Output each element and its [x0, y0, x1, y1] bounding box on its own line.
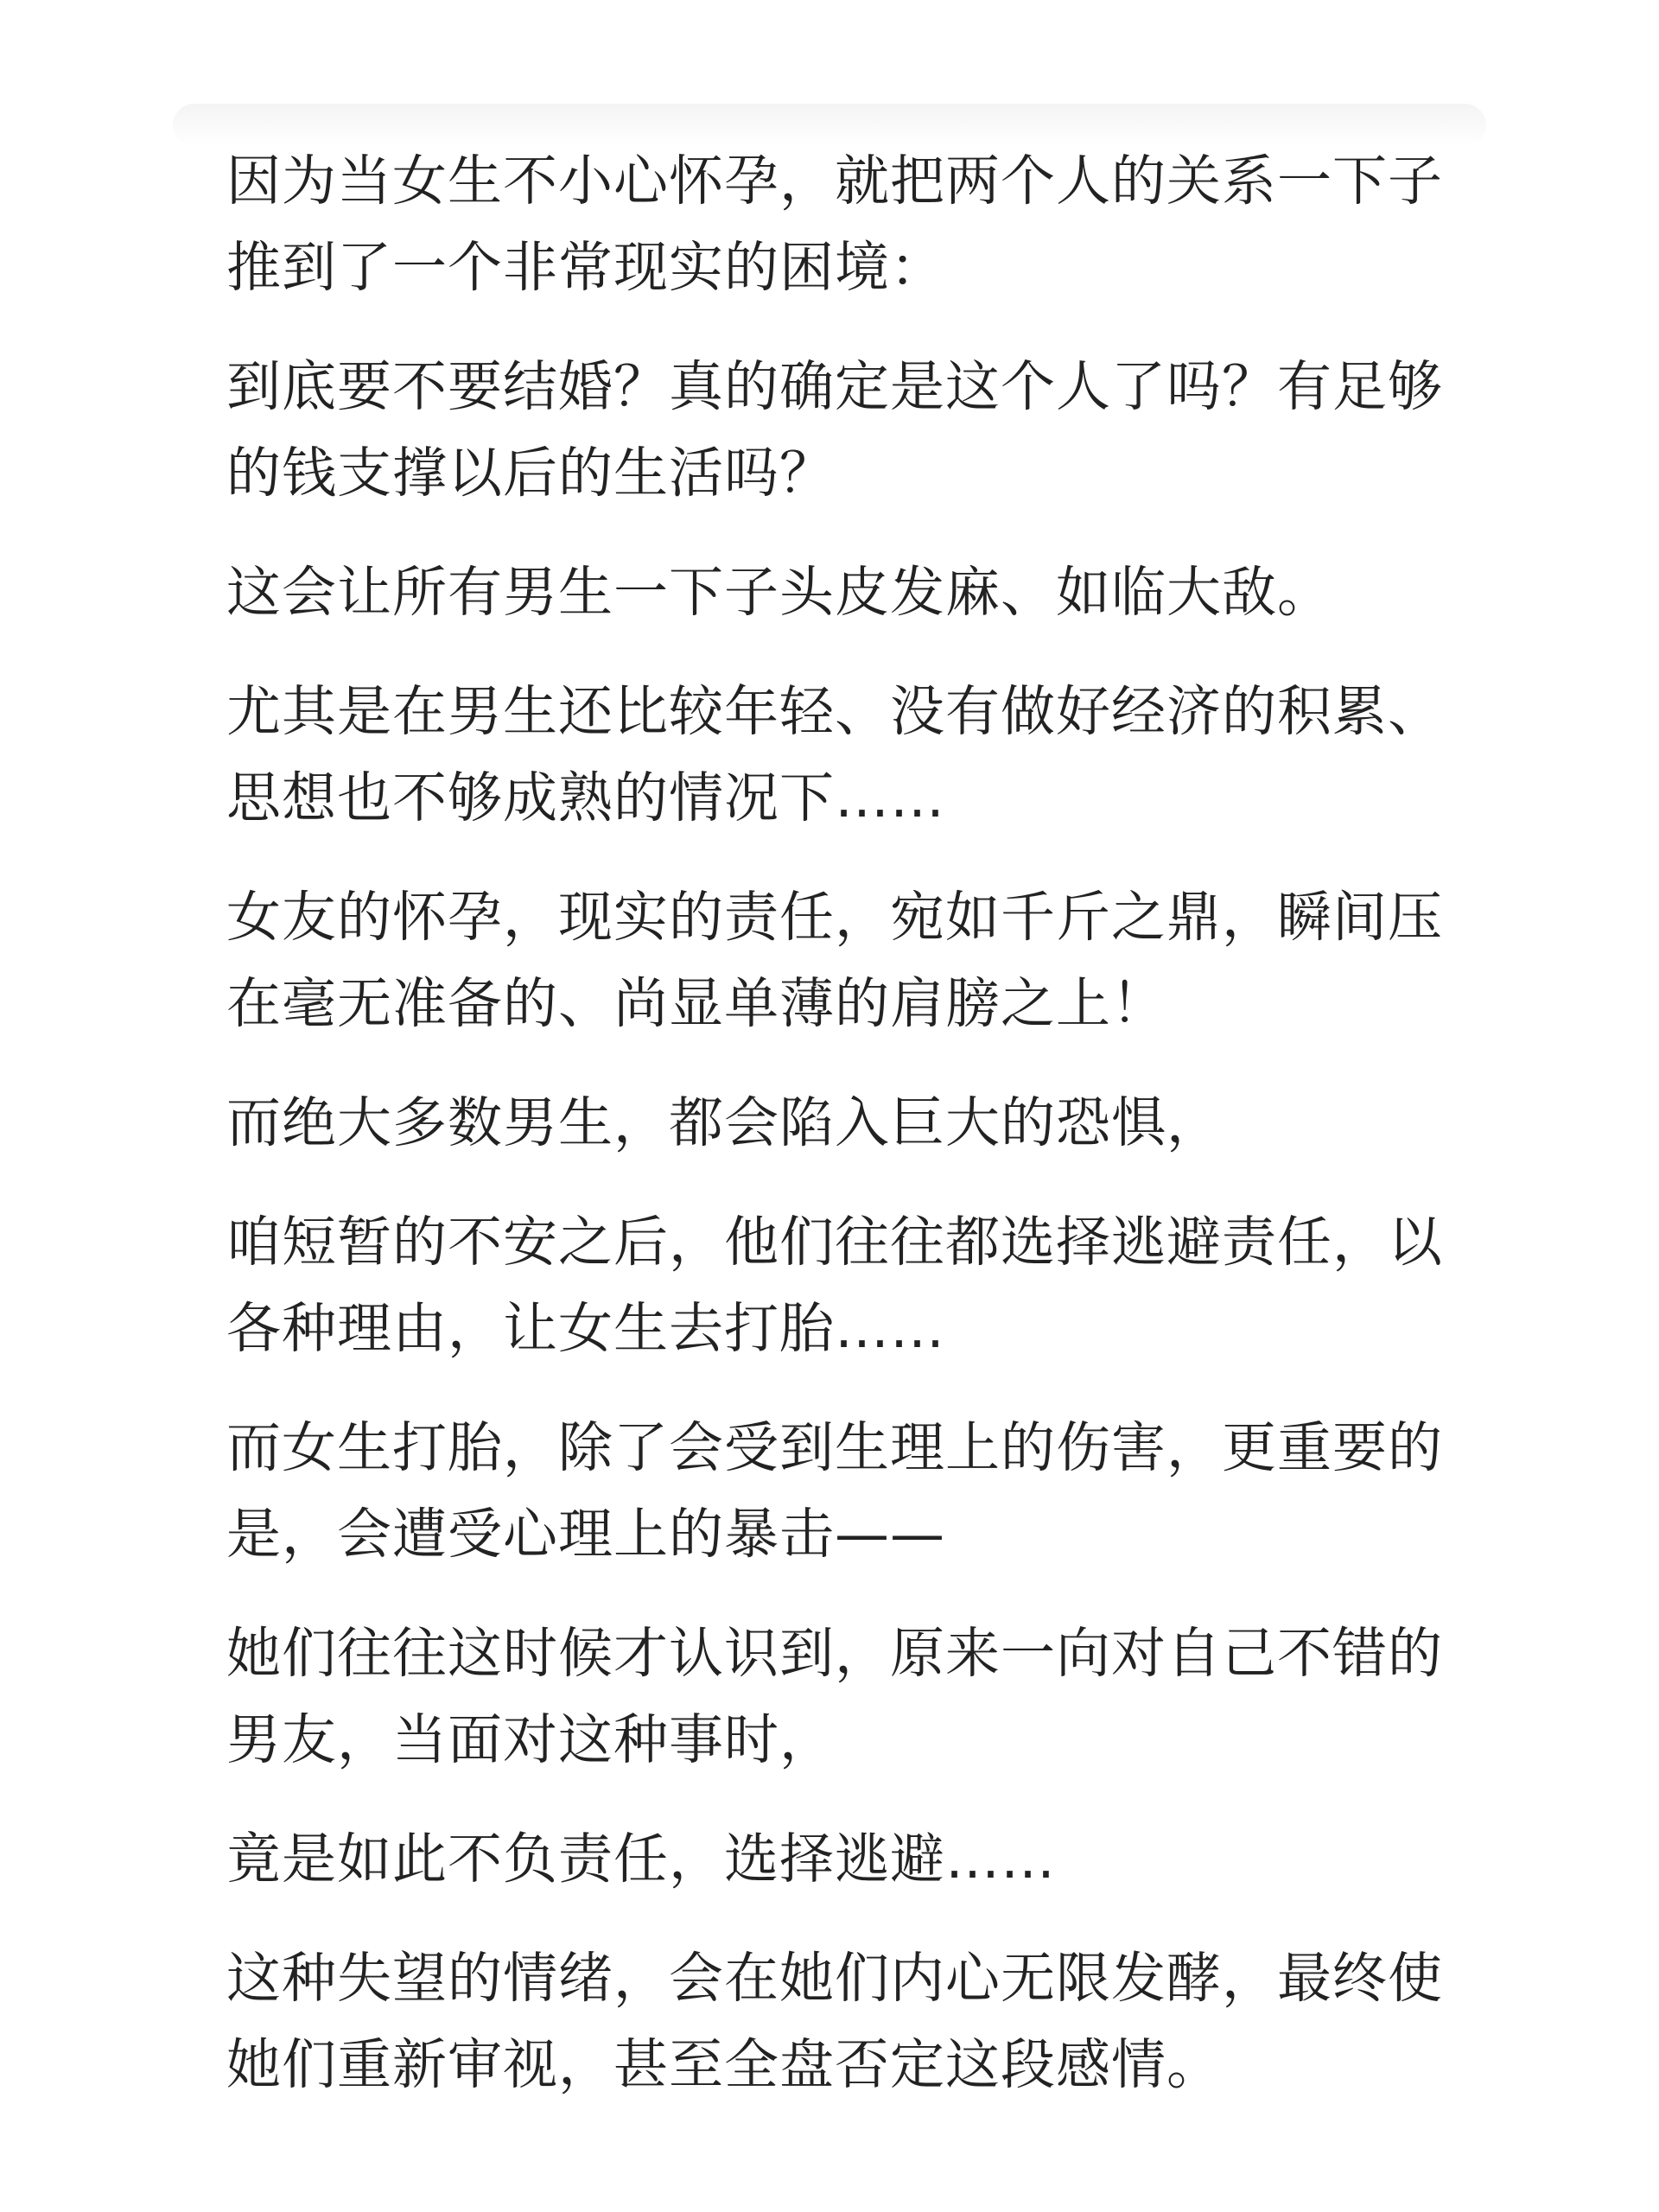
article-body [226, 138, 1462, 2141]
paragraph-5: 女友的怀孕，现实的责任，宛如千斤之鼎，瞬间压在毫无准备的、尚显单薄的肩膀之上！ [226, 886, 1443, 1035]
paragraph-7: 咱短暂的不安之后，他们往往都选择逃避责任，以各种理由，让女生去打胎…… [226, 1211, 1443, 1360]
paragraph-11: 这种失望的情绪，会在她们内心无限发酵，最终使她们重新审视，甚至全盘否定这段感情。 [226, 1947, 1443, 2096]
paragraph-8: 而女生打胎，除了会受到生理上的伤害，更重要的是，会遭受心理上的暴击—— [226, 1416, 1443, 1566]
paragraph-1: 因为当女生不小心怀孕，就把两个人的关系一下子推到了一个非常现实的困境： [226, 149, 1443, 299]
paragraph-6: 而绝大多数男生，都会陷入巨大的恐惧， [226, 1091, 1222, 1154]
paragraph-2: 到底要不要结婚？真的确定是这个人了吗？有足够的钱支撑以后的生活吗？ [226, 355, 1443, 505]
paragraph-4: 尤其是在男生还比较年轻、没有做好经济的积累、思想也不够成熟的情况下…… [226, 680, 1443, 830]
paragraph-3: 这会让所有男生一下子头皮发麻、如临大敌。 [226, 561, 1332, 624]
paragraph-9: 她们往往这时候才认识到，原来一向对自己不错的男友，当面对这种事时， [226, 1622, 1443, 1771]
paragraph-10: 竟是如此不负责任，选择逃避…… [226, 1827, 1056, 1891]
